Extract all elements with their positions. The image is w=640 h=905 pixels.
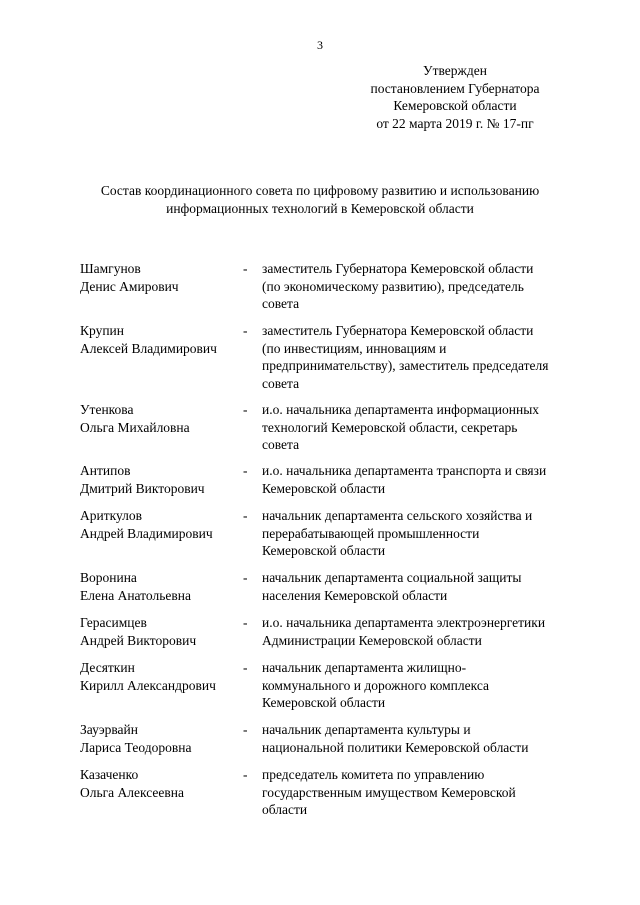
member-surname: Антипов [80,463,131,478]
member-surname: Крупин [80,323,125,338]
position-line: государственным имуществом Кемеровской [262,784,516,800]
position-line: Администрации Кемеровской области [262,632,482,648]
position-line: председатель комитета по управлению [262,767,485,782]
member-given-name: Денис Амирович [80,278,179,294]
position-line: (по экономическому развитию), председатель [262,278,524,294]
member-name [80,462,240,497]
member-dash: - [243,767,248,782]
approval-line: Кемеровской области [393,98,517,113]
member-given-name: Кирилл Александрович [80,677,216,693]
approval-line: Утвержден [423,63,487,78]
position-line: населения Кемеровской области [262,587,448,603]
member-name [80,260,240,295]
position-line: заместитель Губернатора Кемеровской области [262,323,534,338]
member-dash: - [243,323,248,338]
position-line: совета [262,296,300,311]
member-given-name: Андрей Викторович [80,632,197,648]
member-position [262,766,592,819]
approval-line: постановлением Губернатора [370,80,540,96]
position-line: технологий Кемеровской области, секретарь [262,419,518,435]
position-line: перерабатывающей промышленности [262,525,480,541]
member-given-name: Дмитрий Викторович [80,480,205,496]
member-name [80,569,240,604]
member-surname: Герасимцев [80,615,147,630]
member-given-name: Андрей Владимирович [80,525,213,541]
member-position [262,614,592,649]
member-surname: Утенкова [80,402,134,417]
member-entry [0,401,640,462]
member-position [262,659,592,712]
member-dash: - [243,722,248,737]
member-name [80,507,240,542]
member-name [80,659,240,694]
member-list [0,260,640,828]
position-line: начальник департамента культуры и [262,722,471,737]
member-entry [0,462,640,507]
document-title [60,182,580,217]
member-dash: - [243,570,248,585]
member-dash: - [243,261,248,276]
member-position [262,569,592,604]
position-line: совета [262,375,300,391]
position-line: коммунального и дорожного комплекса [262,677,489,693]
position-line: и.о. начальника департамента электроэнергетики [262,615,546,630]
member-given-name: Елена Анатольевна [80,587,191,603]
position-line: и.о. начальника департамента информационных [262,402,540,417]
title-line: информационных технологий в Кемеровской области [166,200,474,216]
member-surname: Зауэрвайн [80,722,139,737]
member-name [80,766,240,801]
member-dash: - [243,615,248,630]
member-name [80,401,240,436]
member-name [80,721,240,756]
position-line: и.о. начальника департамента транспорта и связи [262,463,547,478]
member-position [262,462,592,497]
position-line: Кемеровской области [262,480,386,496]
member-dash: - [243,463,248,478]
member-surname: Шамгунов [80,261,141,276]
member-position [262,322,592,392]
member-name [80,614,240,649]
member-position [262,401,592,454]
approval-block [330,62,580,132]
position-line: Кемеровской области [262,543,386,558]
member-dash: - [243,508,248,523]
member-position [262,721,592,756]
position-line: (по инвестициям, инновациям и [262,340,447,356]
member-surname: Воронина [80,570,137,585]
member-entry [0,659,640,721]
page-number: 3 [317,38,323,52]
position-line: заместитель Губернатора Кемеровской области [262,261,534,276]
member-entry [0,569,640,614]
member-surname: Ариткулов [80,508,143,523]
position-line: совета [262,437,300,452]
member-position [262,260,592,313]
member-position [262,507,592,560]
member-entry [0,766,640,828]
member-entry [0,507,640,569]
member-dash: - [243,402,248,417]
position-line: предпринимательству), заместитель председателя [262,358,549,373]
member-entry [0,614,640,659]
member-surname: Казаченко [80,767,139,782]
member-given-name: Лариса Теодоровна [80,739,192,755]
member-given-name: Ольга Алексеевна [80,784,184,800]
position-line: области [262,802,308,817]
position-line: национальной политики Кемеровской области [262,739,529,755]
member-given-name: Алексей Владимирович [80,340,217,356]
member-name [80,322,240,357]
position-line: начальник департамента сельского хозяйства и [262,508,533,523]
position-line: начальник департамента социальной защиты [262,570,522,585]
member-entry [0,322,640,401]
position-line: начальник департамента жилищно- [262,660,467,675]
member-surname: Десяткин [80,660,135,675]
position-line: Кемеровской области [262,695,386,710]
approval-line: от 22 марта 2019 г. № 17-пг [376,115,534,131]
member-entry [0,721,640,766]
member-dash: - [243,660,248,675]
member-given-name: Ольга Михайловна [80,419,190,435]
member-entry [0,260,640,322]
title-line: Состав координационного совета по цифровому развитию и использованию [100,183,540,198]
